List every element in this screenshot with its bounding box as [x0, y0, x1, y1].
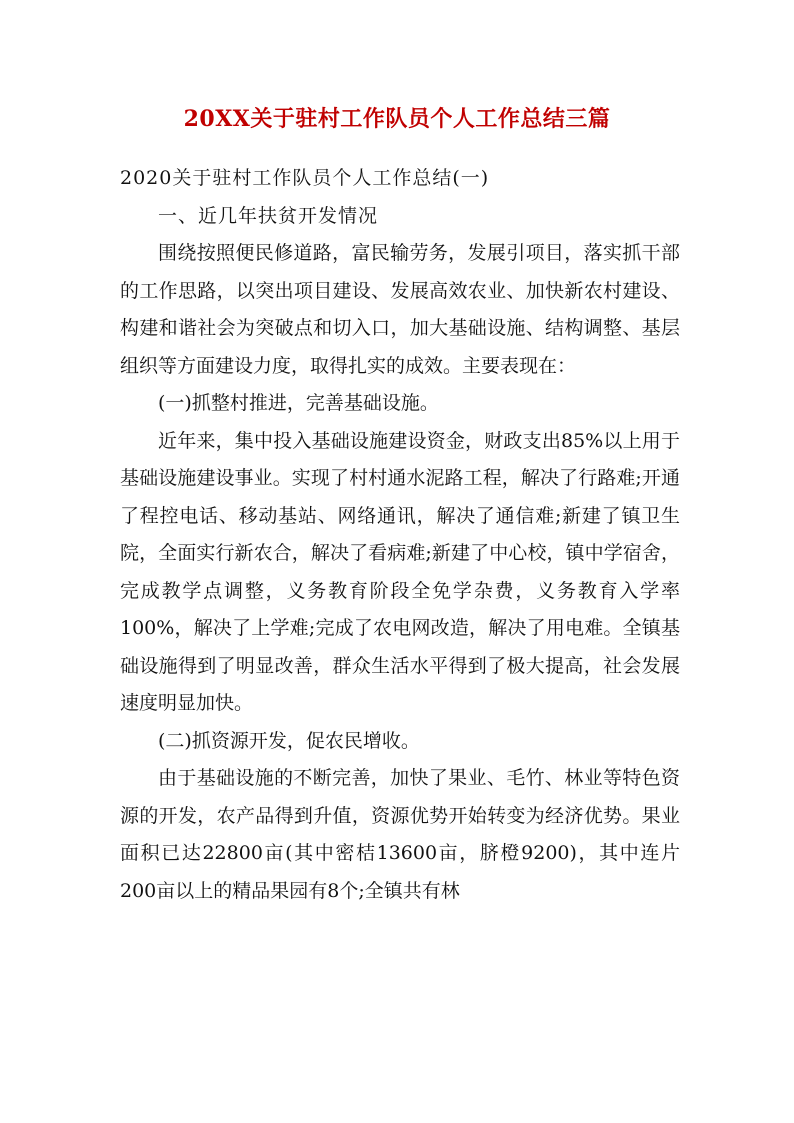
body-paragraph: 由于基础设施的不断完善，加快了果业、毛竹、林业等特色资源的开发，农产品得到升值，资源优势开始转变为经济优势。果业面积已达22800亩(其中密桔13600亩，脐橙9200)，其中连片200亩以上的精品果园有8个;全镇共有林 [120, 767, 680, 902]
document-title: 20XX关于驻村工作队员个人工作总结三篇 [183, 106, 611, 132]
subsection-heading: 一、近几年扶贫开发情况 [158, 204, 379, 227]
subsection-heading: (一)抓整村推进，完善基础设施。 [158, 392, 439, 414]
section-heading: 2020关于驻村工作队员个人工作总结(一) [120, 167, 490, 189]
document-body [120, 160, 680, 910]
body-paragraph: 围绕按照便民修道路，富民输劳务，发展引项目，落实抓干部的工作思路，以突出项目建设、发展高效农业、加快新农村建设、构建和谐社会为突破点和切入口，加大基础设施、结构调整、基层组织等方面建设力度，取得扎实的成效。主要表现在： [120, 242, 680, 377]
body-paragraph: 近年来，集中投入基础设施建设资金，财政支出85%以上用于基础设施建设事业。实现了村村通水泥路工程，解决了行路难;开通了程控电话、移动基站、网络通讯，解决了通信难;新建了镇卫生院，全面实行新农合，解决了看病难;新建了中心校，镇中学宿舍，完成教学点调整，义务教育阶段全免学杂费，义务教育入学率100%，解决了上学难;完成了农电网改造，解决了用电难。全镇基础设施得到了明显改善，群众生活水平得到了极大提高，社会发展速度明显加快。 [120, 429, 680, 714]
subsection-heading: (二)抓资源开发，促农民增收。 [158, 729, 420, 752]
